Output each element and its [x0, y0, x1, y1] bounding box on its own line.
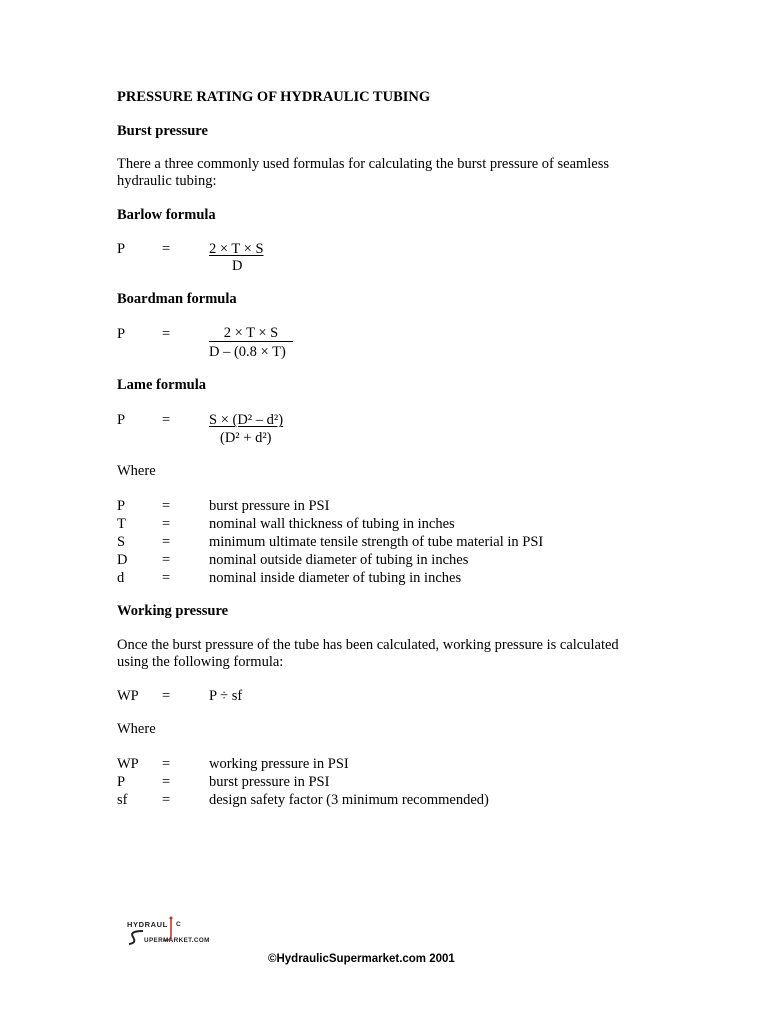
definition-sym: T [117, 516, 126, 532]
definition-eq: = [162, 534, 171, 550]
definition-eq: = [162, 756, 171, 772]
definition-eq: = [162, 498, 171, 514]
barlow-equals: = [162, 241, 171, 257]
burst-intro-line-1: There a three commonly used formulas for calculating the burst pressure of seamless [117, 156, 610, 172]
definition-text: working pressure in PSI [209, 756, 349, 772]
lame-denominator: (D² + d²) [220, 430, 272, 446]
working-pressure-heading: Working pressure [117, 603, 229, 619]
definition-sym: P [117, 774, 126, 790]
definition-text: nominal wall thickness of tubing in inches [209, 516, 455, 532]
definition-eq: = [162, 552, 171, 568]
definition-eq: = [162, 570, 171, 586]
working-intro-line-1: Once the burst pressure of the tube has been calculated, working pressure is calculated [117, 637, 619, 653]
definition-text: burst pressure in PSI [209, 498, 330, 514]
definition-sym: P [117, 498, 126, 514]
barlow-numerator: 2 × T × S [209, 241, 264, 257]
where-label-2: Where [117, 721, 156, 737]
barlow-denominator: D [232, 258, 243, 274]
logo-graphic [127, 915, 237, 949]
wp-equals: = [162, 688, 171, 704]
logo-line-1-end: C [176, 921, 181, 928]
definition-sym: WP [117, 756, 139, 772]
lame-heading: Lame formula [117, 377, 206, 393]
boardman-equals: = [162, 326, 171, 342]
copyright-footer: ©HydraulicSupermarket.com 2001 [268, 953, 455, 965]
burst-pressure-heading: Burst pressure [117, 123, 208, 139]
boardman-denominator: D – (0.8 × T) [209, 344, 286, 360]
page-title: PRESSURE RATING OF HYDRAULIC TUBING [117, 89, 431, 105]
definition-eq: = [162, 516, 171, 532]
wp-rhs: P ÷ sf [209, 688, 243, 704]
where-label: Where [117, 463, 156, 479]
definition-eq: = [162, 774, 171, 790]
definition-sym: D [117, 552, 128, 568]
definition-sym: sf [117, 792, 128, 808]
boardman-lhs: P [117, 326, 126, 342]
wp-lhs: WP [117, 688, 139, 704]
barlow-lhs: P [117, 241, 126, 257]
hydraulic-supermarket-logo [127, 915, 237, 949]
logo-line-2: UPERMARKET.COM [144, 937, 210, 944]
boardman-numerator: 2 × T × S [209, 325, 293, 342]
definition-sym: d [117, 570, 125, 586]
definition-text: design safety factor (3 minimum recommended) [209, 792, 489, 808]
working-intro-line-2: using the following formula: [117, 654, 284, 670]
boardman-heading: Boardman formula [117, 291, 237, 307]
lame-equals: = [162, 412, 171, 428]
definition-text: nominal inside diameter of tubing in inches [209, 570, 462, 586]
definition-text: nominal outside diameter of tubing in inches [209, 552, 469, 568]
lame-lhs: P [117, 412, 126, 428]
definition-text: minimum ultimate tensile strength of tube material in PSI [209, 534, 544, 550]
definition-text: burst pressure in PSI [209, 774, 330, 790]
definition-eq: = [162, 792, 171, 808]
burst-intro-line-2: hydraulic tubing: [117, 173, 217, 189]
logo-line-1: HYDRAUL [127, 920, 168, 929]
definition-sym: S [117, 534, 126, 550]
lame-numerator: S × (D² – d²) [209, 412, 284, 428]
barlow-heading: Barlow formula [117, 207, 216, 223]
